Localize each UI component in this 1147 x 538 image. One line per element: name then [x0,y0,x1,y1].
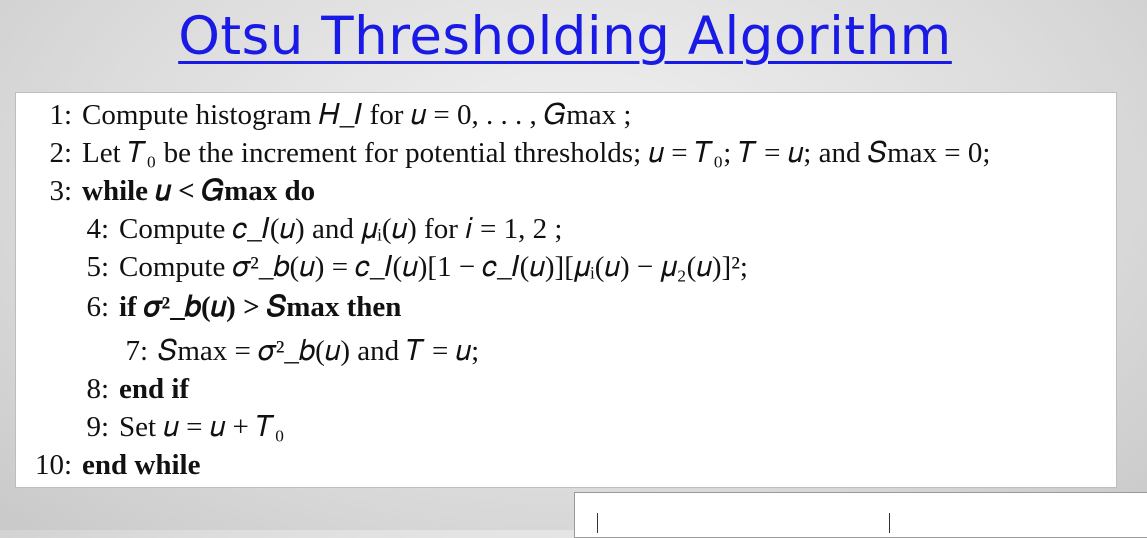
line-number: 9: [86,411,109,443]
algorithm-line [16,137,990,175]
line-number: 8: [86,373,109,405]
line-text: 𝑆max = 𝜎²_𝑏(𝑢) and 𝑇 = 𝑢; [158,335,480,367]
algorithm-line [16,335,479,373]
line-number: 7: [125,335,148,367]
line-number: 3: [49,175,72,207]
line-text: Compute histogram 𝐻_𝐼 for 𝑢 = 0, . . . , 𝐺max ; [82,99,632,131]
panel-divider [889,513,890,533]
algorithm-line [16,373,189,411]
algorithm-line [16,99,631,137]
line-number: 4: [86,213,109,245]
algorithm-line [16,449,200,487]
line-text: Let 𝑇₀ be the increment for potential thresholds; 𝑢 = 𝑇₀; 𝑇 = 𝑢; and 𝑆max = 0; [82,137,991,169]
line-text: Set 𝑢 = 𝑢 + 𝑇₀ [119,411,285,443]
line-number: 5: [86,251,109,283]
line-text: if 𝜎²_𝑏(𝑢) > 𝑆max then [119,291,402,323]
algorithm-line [16,175,315,213]
lower-panel [574,492,1147,538]
line-text: while 𝑢 < 𝐺max do [82,175,316,207]
algorithm-box [15,92,1117,488]
line-number: 1: [49,99,72,131]
line-text: Compute 𝜎²_𝑏(𝑢) = 𝑐_𝐼(𝑢)[1 − 𝑐_𝐼(𝑢)][𝜇ᵢ(𝑢) − 𝜇₂(𝑢)]²; [119,251,748,283]
line-text: Compute 𝑐_𝐼(𝑢) and 𝜇ᵢ(𝑢) for 𝑖 = 1, 2 ; [119,213,563,245]
line-number: 6: [86,291,109,323]
algorithm-line [16,411,285,449]
line-text: end while [82,449,201,481]
panel-divider [597,513,598,533]
algorithm-line [16,291,401,329]
algorithm-line [16,251,748,289]
line-number: 2: [49,137,72,169]
algorithm-line [16,213,562,251]
line-text: end if [119,373,190,405]
slide-title: Otsu Thresholding Algorithm [178,6,952,67]
line-number: 10: [34,449,72,481]
